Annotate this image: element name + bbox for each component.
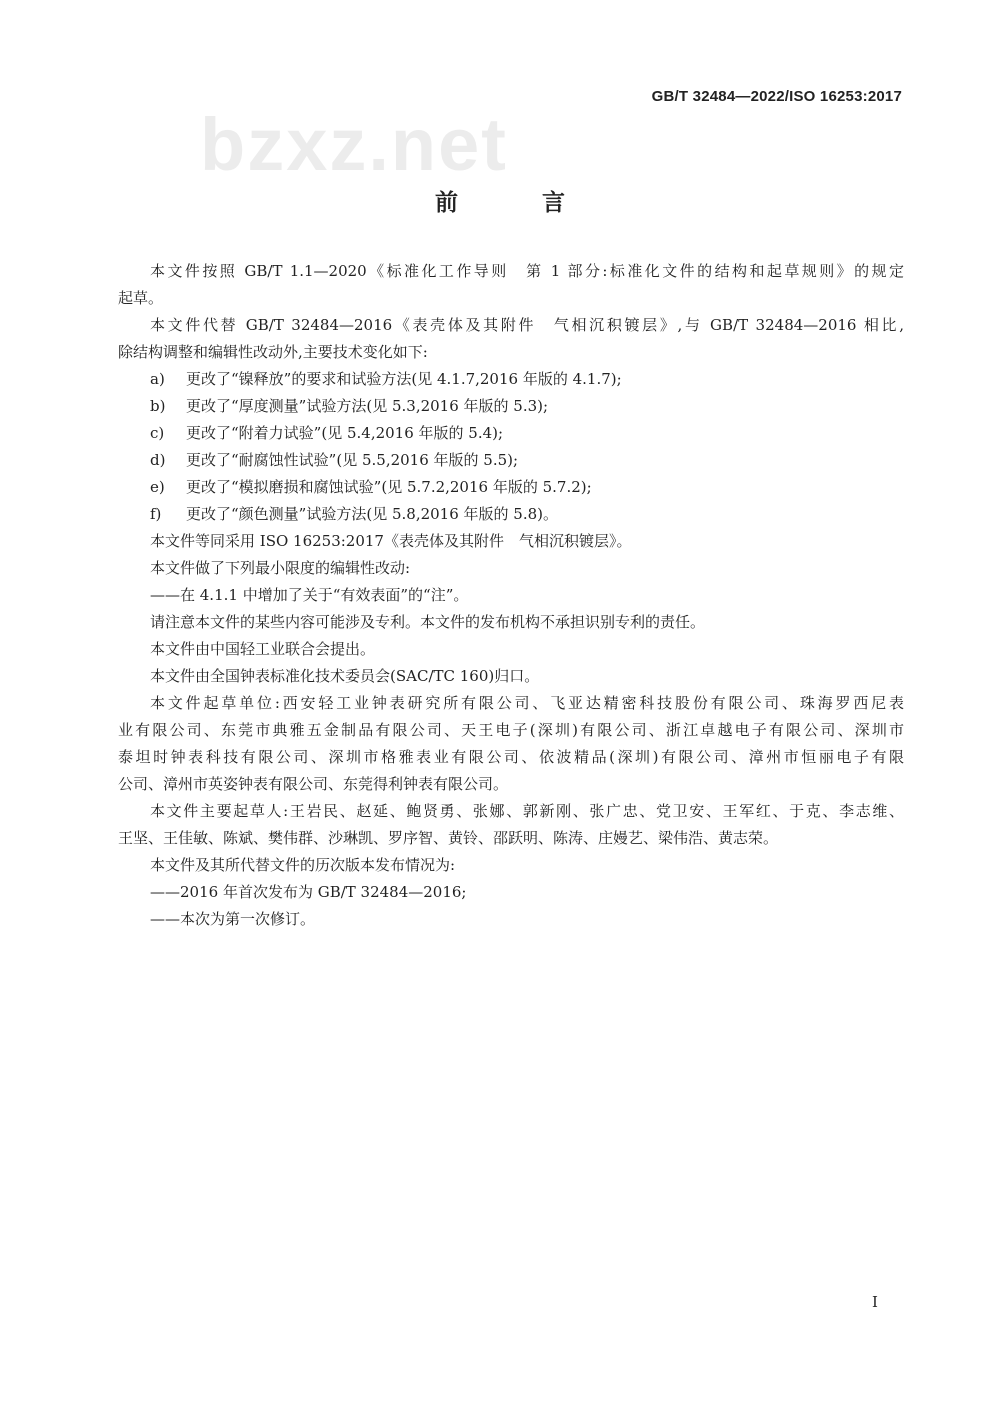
- item-text: 更改了“镍释放”的要求和试验方法(见 4.1.7,2016 年版的 4.1.7);: [186, 370, 622, 388]
- change-item: [118, 474, 904, 501]
- document-body: [118, 258, 904, 933]
- paragraph-line: 王坚、王佳敏、陈斌、樊伟群、沙琳凯、罗序智、黄铃、邵跃明、陈涛、庄嫚艺、梁伟浩、黄志荣。: [118, 829, 779, 847]
- paragraph-line: 公司、漳州市英姿钟表有限公司、东莞得利钟表有限公司。: [118, 775, 509, 793]
- change-item: [118, 393, 904, 420]
- page-number: I: [872, 1293, 878, 1311]
- standard-number: GB/T 32484—2022/ISO 16253:2017: [651, 88, 902, 105]
- item-label: e): [150, 478, 165, 496]
- paragraph-line: 泰坦时钟表科技有限公司、深圳市格雅表业有限公司、依波精品(深圳)有限公司、漳州市恒丽电子有限: [118, 748, 904, 766]
- paragraph-line: 本文件由全国钟表标准化技术委员会(SAC/TC 160)归口。: [150, 667, 540, 685]
- item-label: d): [150, 451, 166, 469]
- item-label: c): [150, 424, 165, 442]
- paragraph-line: 本文件做了下列最小限度的编辑性改动:: [150, 559, 411, 577]
- item-text: 更改了“模拟磨损和腐蚀试验”(见 5.7.2,2016 年版的 5.7.2);: [186, 478, 592, 496]
- paragraph-line: ——在 4.1.1 中增加了关于“有效表面”的“注”。: [150, 586, 469, 604]
- item-label: b): [150, 397, 166, 415]
- paragraph-line: ——本次为第一次修订。: [150, 910, 316, 928]
- paragraph-line: 起草。: [118, 289, 164, 307]
- paragraph-line: 请注意本文件的某些内容可能涉及专利。本文件的发布机构不承担识别专利的责任。: [150, 613, 706, 631]
- paragraph-line: 本文件主要起草人:王岩民、赵延、鲍贤勇、张娜、郭新刚、张广忠、党卫安、王军红、于克、李志维、: [150, 802, 904, 820]
- change-item: [118, 447, 904, 474]
- item-label: f): [150, 505, 162, 523]
- change-item: [118, 366, 904, 393]
- paragraph-line: 业有限公司、东莞市典雅五金制品有限公司、天王电子(深圳)有限公司、浙江卓越电子有限公司、深圳市: [118, 721, 904, 739]
- change-item: [118, 501, 904, 528]
- item-text: 更改了“附着力试验”(见 5.4,2016 年版的 5.4);: [186, 424, 504, 442]
- paragraph-line: 本文件代替 GB/T 32484—2016《表壳体及其附件 气相沉积镀层》,与 GB/T 32484—2016 相比,: [150, 316, 904, 334]
- paragraph-line: 除结构调整和编辑性改动外,主要技术变化如下:: [118, 343, 428, 361]
- paragraph-line: ——2016 年首次发布为 GB/T 32484—2016;: [150, 883, 467, 901]
- item-text: 更改了“耐腐蚀性试验”(见 5.5,2016 年版的 5.5);: [186, 451, 519, 469]
- page-title: 前 言: [434, 189, 603, 216]
- item-text: 更改了“厚度测量”试验方法(见 5.3,2016 年版的 5.3);: [186, 397, 549, 415]
- paragraph-line: 本文件及其所代替文件的历次版本发布情况为:: [150, 856, 456, 874]
- paragraph-line: 本文件等同采用 ISO 16253:2017《表壳体及其附件 气相沉积镀层》。: [150, 532, 632, 550]
- watermark: bzxz.net: [200, 103, 508, 186]
- paragraph-line: 本文件按照 GB/T 1.1—2020《标准化工作导则 第 1 部分:标准化文件的结构和起草规则》的规定: [150, 262, 904, 280]
- change-item: [118, 420, 904, 447]
- item-label: a): [150, 370, 165, 388]
- item-text: 更改了“颜色测量”试验方法(见 5.8,2016 年版的 5.8)。: [186, 505, 558, 523]
- paragraph-line: 本文件起草单位:西安轻工业钟表研究所有限公司、飞亚达精密科技股份有限公司、珠海罗西尼表: [150, 694, 904, 712]
- paragraph-line: 本文件由中国轻工业联合会提出。: [150, 640, 376, 658]
